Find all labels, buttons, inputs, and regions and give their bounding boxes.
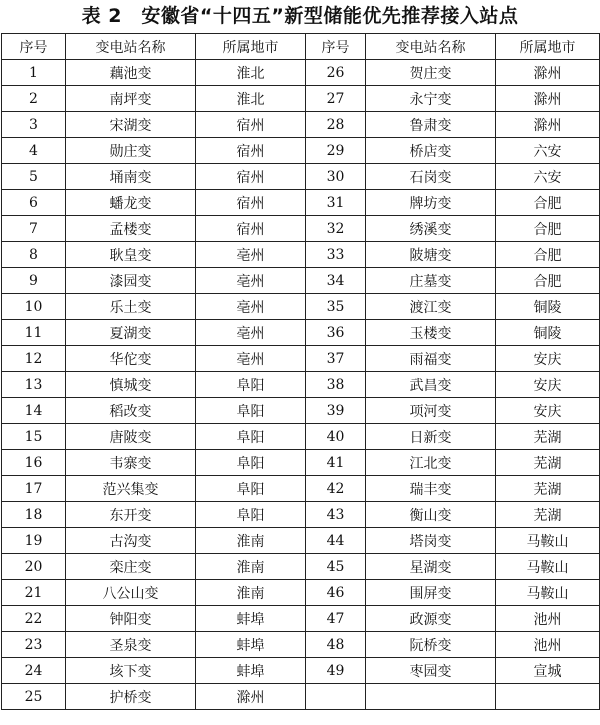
table-row bbox=[2, 502, 600, 528]
right-index-cell: 44 bbox=[306, 528, 366, 554]
left-index-cell: 7 bbox=[2, 216, 66, 242]
table-body bbox=[2, 60, 600, 710]
header-index-right: 序号 bbox=[306, 34, 366, 60]
table-row bbox=[2, 528, 600, 554]
right-city-cell: 滁州 bbox=[496, 112, 600, 138]
left-city-cell: 阜阳 bbox=[196, 502, 306, 528]
right-city-cell: 六安 bbox=[496, 164, 600, 190]
right-city-cell: 池州 bbox=[496, 606, 600, 632]
left-index-cell: 11 bbox=[2, 320, 66, 346]
table-row bbox=[2, 346, 600, 372]
right-station-cell: 瑞丰变 bbox=[366, 476, 496, 502]
right-station-cell: 阮桥变 bbox=[366, 632, 496, 658]
left-index-cell: 6 bbox=[2, 190, 66, 216]
left-station-cell: 夏湖变 bbox=[66, 320, 196, 346]
left-station-cell: 乐土变 bbox=[66, 294, 196, 320]
right-index-cell: 45 bbox=[306, 554, 366, 580]
right-index-cell: 43 bbox=[306, 502, 366, 528]
table-row bbox=[2, 216, 600, 242]
right-station-cell: 桥店变 bbox=[366, 138, 496, 164]
left-index-cell: 12 bbox=[2, 346, 66, 372]
right-city-cell: 池州 bbox=[496, 632, 600, 658]
left-index-cell: 24 bbox=[2, 658, 66, 684]
left-index-cell: 18 bbox=[2, 502, 66, 528]
table-row bbox=[2, 684, 600, 710]
table-row bbox=[2, 242, 600, 268]
right-index-cell: 46 bbox=[306, 580, 366, 606]
right-index-cell: 38 bbox=[306, 372, 366, 398]
left-city-cell: 阜阳 bbox=[196, 398, 306, 424]
right-station-cell: 雨福变 bbox=[366, 346, 496, 372]
right-index-cell: 41 bbox=[306, 450, 366, 476]
left-city-cell: 蚌埠 bbox=[196, 658, 306, 684]
left-station-cell: 藕池变 bbox=[66, 60, 196, 86]
left-city-cell: 淮南 bbox=[196, 554, 306, 580]
right-station-cell: 庄墓变 bbox=[366, 268, 496, 294]
right-index-cell: 30 bbox=[306, 164, 366, 190]
left-station-cell: 南坪变 bbox=[66, 86, 196, 112]
right-index-cell: 49 bbox=[306, 658, 366, 684]
right-index-cell: 31 bbox=[306, 190, 366, 216]
table-row bbox=[2, 372, 600, 398]
table-row bbox=[2, 450, 600, 476]
right-station-cell: 星湖变 bbox=[366, 554, 496, 580]
right-index-cell: 47 bbox=[306, 606, 366, 632]
right-station-cell: 江北变 bbox=[366, 450, 496, 476]
left-city-cell: 阜阳 bbox=[196, 450, 306, 476]
left-city-cell: 淮北 bbox=[196, 86, 306, 112]
left-city-cell: 蚌埠 bbox=[196, 632, 306, 658]
right-station-cell: 政源变 bbox=[366, 606, 496, 632]
header-index-left: 序号 bbox=[2, 34, 66, 60]
table-row bbox=[2, 294, 600, 320]
right-city-cell bbox=[496, 684, 600, 710]
left-station-cell: 八公山变 bbox=[66, 580, 196, 606]
right-city-cell: 合肥 bbox=[496, 190, 600, 216]
right-city-cell: 安庆 bbox=[496, 372, 600, 398]
right-station-cell: 塔岗变 bbox=[366, 528, 496, 554]
right-city-cell: 铜陵 bbox=[496, 294, 600, 320]
left-station-cell: 护桥变 bbox=[66, 684, 196, 710]
left-city-cell: 宿州 bbox=[196, 216, 306, 242]
left-city-cell: 亳州 bbox=[196, 242, 306, 268]
left-station-cell: 漆园变 bbox=[66, 268, 196, 294]
right-index-cell: 42 bbox=[306, 476, 366, 502]
right-index-cell: 35 bbox=[306, 294, 366, 320]
right-station-cell: 枣园变 bbox=[366, 658, 496, 684]
header-station-left: 变电站名称 bbox=[66, 34, 196, 60]
right-index-cell: 33 bbox=[306, 242, 366, 268]
right-station-cell: 日新变 bbox=[366, 424, 496, 450]
left-city-cell: 阜阳 bbox=[196, 476, 306, 502]
left-city-cell: 亳州 bbox=[196, 294, 306, 320]
table-row bbox=[2, 190, 600, 216]
right-city-cell: 芜湖 bbox=[496, 502, 600, 528]
table-row bbox=[2, 632, 600, 658]
right-station-cell: 玉楼变 bbox=[366, 320, 496, 346]
left-station-cell: 蟠龙变 bbox=[66, 190, 196, 216]
left-city-cell: 亳州 bbox=[196, 268, 306, 294]
left-city-cell: 宿州 bbox=[196, 164, 306, 190]
right-city-cell: 马鞍山 bbox=[496, 528, 600, 554]
right-station-cell: 绣溪变 bbox=[366, 216, 496, 242]
left-index-cell: 23 bbox=[2, 632, 66, 658]
right-city-cell: 安庆 bbox=[496, 346, 600, 372]
right-city-cell: 合肥 bbox=[496, 216, 600, 242]
right-station-cell: 石岗变 bbox=[366, 164, 496, 190]
table-row bbox=[2, 112, 600, 138]
right-city-cell: 合肥 bbox=[496, 268, 600, 294]
left-city-cell: 亳州 bbox=[196, 346, 306, 372]
table-row bbox=[2, 138, 600, 164]
right-station-cell: 渡江变 bbox=[366, 294, 496, 320]
right-station-cell: 衡山变 bbox=[366, 502, 496, 528]
left-city-cell: 宿州 bbox=[196, 138, 306, 164]
left-index-cell: 2 bbox=[2, 86, 66, 112]
table-row bbox=[2, 658, 600, 684]
right-city-cell: 马鞍山 bbox=[496, 580, 600, 606]
right-city-cell: 滁州 bbox=[496, 60, 600, 86]
right-station-cell: 鲁肃变 bbox=[366, 112, 496, 138]
right-index-cell: 28 bbox=[306, 112, 366, 138]
table-row bbox=[2, 606, 600, 632]
header-city-right: 所属地市 bbox=[496, 34, 600, 60]
right-station-cell: 武昌变 bbox=[366, 372, 496, 398]
right-city-cell: 六安 bbox=[496, 138, 600, 164]
right-city-cell: 芜湖 bbox=[496, 476, 600, 502]
right-city-cell: 马鞍山 bbox=[496, 554, 600, 580]
table-row bbox=[2, 320, 600, 346]
right-index-cell bbox=[306, 684, 366, 710]
left-index-cell: 19 bbox=[2, 528, 66, 554]
left-index-cell: 13 bbox=[2, 372, 66, 398]
right-city-cell: 芜湖 bbox=[496, 450, 600, 476]
left-station-cell: 古沟变 bbox=[66, 528, 196, 554]
right-city-cell: 芜湖 bbox=[496, 424, 600, 450]
table-row bbox=[2, 580, 600, 606]
left-index-cell: 4 bbox=[2, 138, 66, 164]
left-index-cell: 5 bbox=[2, 164, 66, 190]
left-station-cell: 范兴集变 bbox=[66, 476, 196, 502]
left-city-cell: 淮南 bbox=[196, 528, 306, 554]
left-city-cell: 阜阳 bbox=[196, 424, 306, 450]
left-index-cell: 16 bbox=[2, 450, 66, 476]
right-station-cell: 陂塘变 bbox=[366, 242, 496, 268]
left-station-cell: 垓下变 bbox=[66, 658, 196, 684]
table-row bbox=[2, 164, 600, 190]
right-station-cell bbox=[366, 684, 496, 710]
left-city-cell: 阜阳 bbox=[196, 372, 306, 398]
table-title: 表 2 安徽省“十四五”新型储能优先推荐接入站点 bbox=[81, 5, 519, 27]
right-index-cell: 26 bbox=[306, 60, 366, 86]
left-station-cell: 圣泉变 bbox=[66, 632, 196, 658]
table-row bbox=[2, 554, 600, 580]
right-city-cell: 铜陵 bbox=[496, 320, 600, 346]
header-city-left: 所属地市 bbox=[196, 34, 306, 60]
left-station-cell: 韦寨变 bbox=[66, 450, 196, 476]
right-station-cell: 牌坊变 bbox=[366, 190, 496, 216]
left-station-cell: 东开变 bbox=[66, 502, 196, 528]
left-city-cell: 蚌埠 bbox=[196, 606, 306, 632]
right-index-cell: 40 bbox=[306, 424, 366, 450]
left-station-cell: 慎城变 bbox=[66, 372, 196, 398]
substation-table bbox=[1, 33, 600, 710]
left-station-cell: 稻改变 bbox=[66, 398, 196, 424]
right-index-cell: 34 bbox=[306, 268, 366, 294]
left-city-cell: 亳州 bbox=[196, 320, 306, 346]
left-station-cell: 唐陂变 bbox=[66, 424, 196, 450]
right-station-cell: 围屏变 bbox=[366, 580, 496, 606]
right-station-cell: 贺庄变 bbox=[366, 60, 496, 86]
left-station-cell: 栾庄变 bbox=[66, 554, 196, 580]
table-row bbox=[2, 268, 600, 294]
right-index-cell: 48 bbox=[306, 632, 366, 658]
right-index-cell: 37 bbox=[306, 346, 366, 372]
left-city-cell: 淮北 bbox=[196, 60, 306, 86]
right-index-cell: 32 bbox=[306, 216, 366, 242]
left-index-cell: 20 bbox=[2, 554, 66, 580]
left-index-cell: 22 bbox=[2, 606, 66, 632]
left-index-cell: 9 bbox=[2, 268, 66, 294]
left-city-cell: 宿州 bbox=[196, 112, 306, 138]
right-index-cell: 36 bbox=[306, 320, 366, 346]
right-city-cell: 宣城 bbox=[496, 658, 600, 684]
left-station-cell: 孟楼变 bbox=[66, 216, 196, 242]
right-city-cell: 安庆 bbox=[496, 398, 600, 424]
table-row bbox=[2, 424, 600, 450]
table-row bbox=[2, 86, 600, 112]
left-city-cell: 滁州 bbox=[196, 684, 306, 710]
left-station-cell: 华佗变 bbox=[66, 346, 196, 372]
table-row bbox=[2, 476, 600, 502]
left-station-cell: 勋庄变 bbox=[66, 138, 196, 164]
left-index-cell: 25 bbox=[2, 684, 66, 710]
right-city-cell: 合肥 bbox=[496, 242, 600, 268]
left-station-cell: 耿皇变 bbox=[66, 242, 196, 268]
left-index-cell: 21 bbox=[2, 580, 66, 606]
right-index-cell: 39 bbox=[306, 398, 366, 424]
right-index-cell: 29 bbox=[306, 138, 366, 164]
left-city-cell: 宿州 bbox=[196, 190, 306, 216]
left-index-cell: 10 bbox=[2, 294, 66, 320]
left-index-cell: 15 bbox=[2, 424, 66, 450]
left-index-cell: 17 bbox=[2, 476, 66, 502]
left-index-cell: 1 bbox=[2, 60, 66, 86]
right-station-cell: 永宁变 bbox=[366, 86, 496, 112]
left-index-cell: 14 bbox=[2, 398, 66, 424]
left-station-cell: 埇南变 bbox=[66, 164, 196, 190]
left-station-cell: 宋湖变 bbox=[66, 112, 196, 138]
right-city-cell: 滁州 bbox=[496, 86, 600, 112]
left-station-cell: 钟阳变 bbox=[66, 606, 196, 632]
left-index-cell: 3 bbox=[2, 112, 66, 138]
table-row bbox=[2, 398, 600, 424]
right-index-cell: 27 bbox=[306, 86, 366, 112]
right-station-cell: 项河变 bbox=[366, 398, 496, 424]
left-city-cell: 淮南 bbox=[196, 580, 306, 606]
table-row bbox=[2, 60, 600, 86]
header-station-right: 变电站名称 bbox=[366, 34, 496, 60]
header-row bbox=[2, 34, 600, 60]
left-index-cell: 8 bbox=[2, 242, 66, 268]
